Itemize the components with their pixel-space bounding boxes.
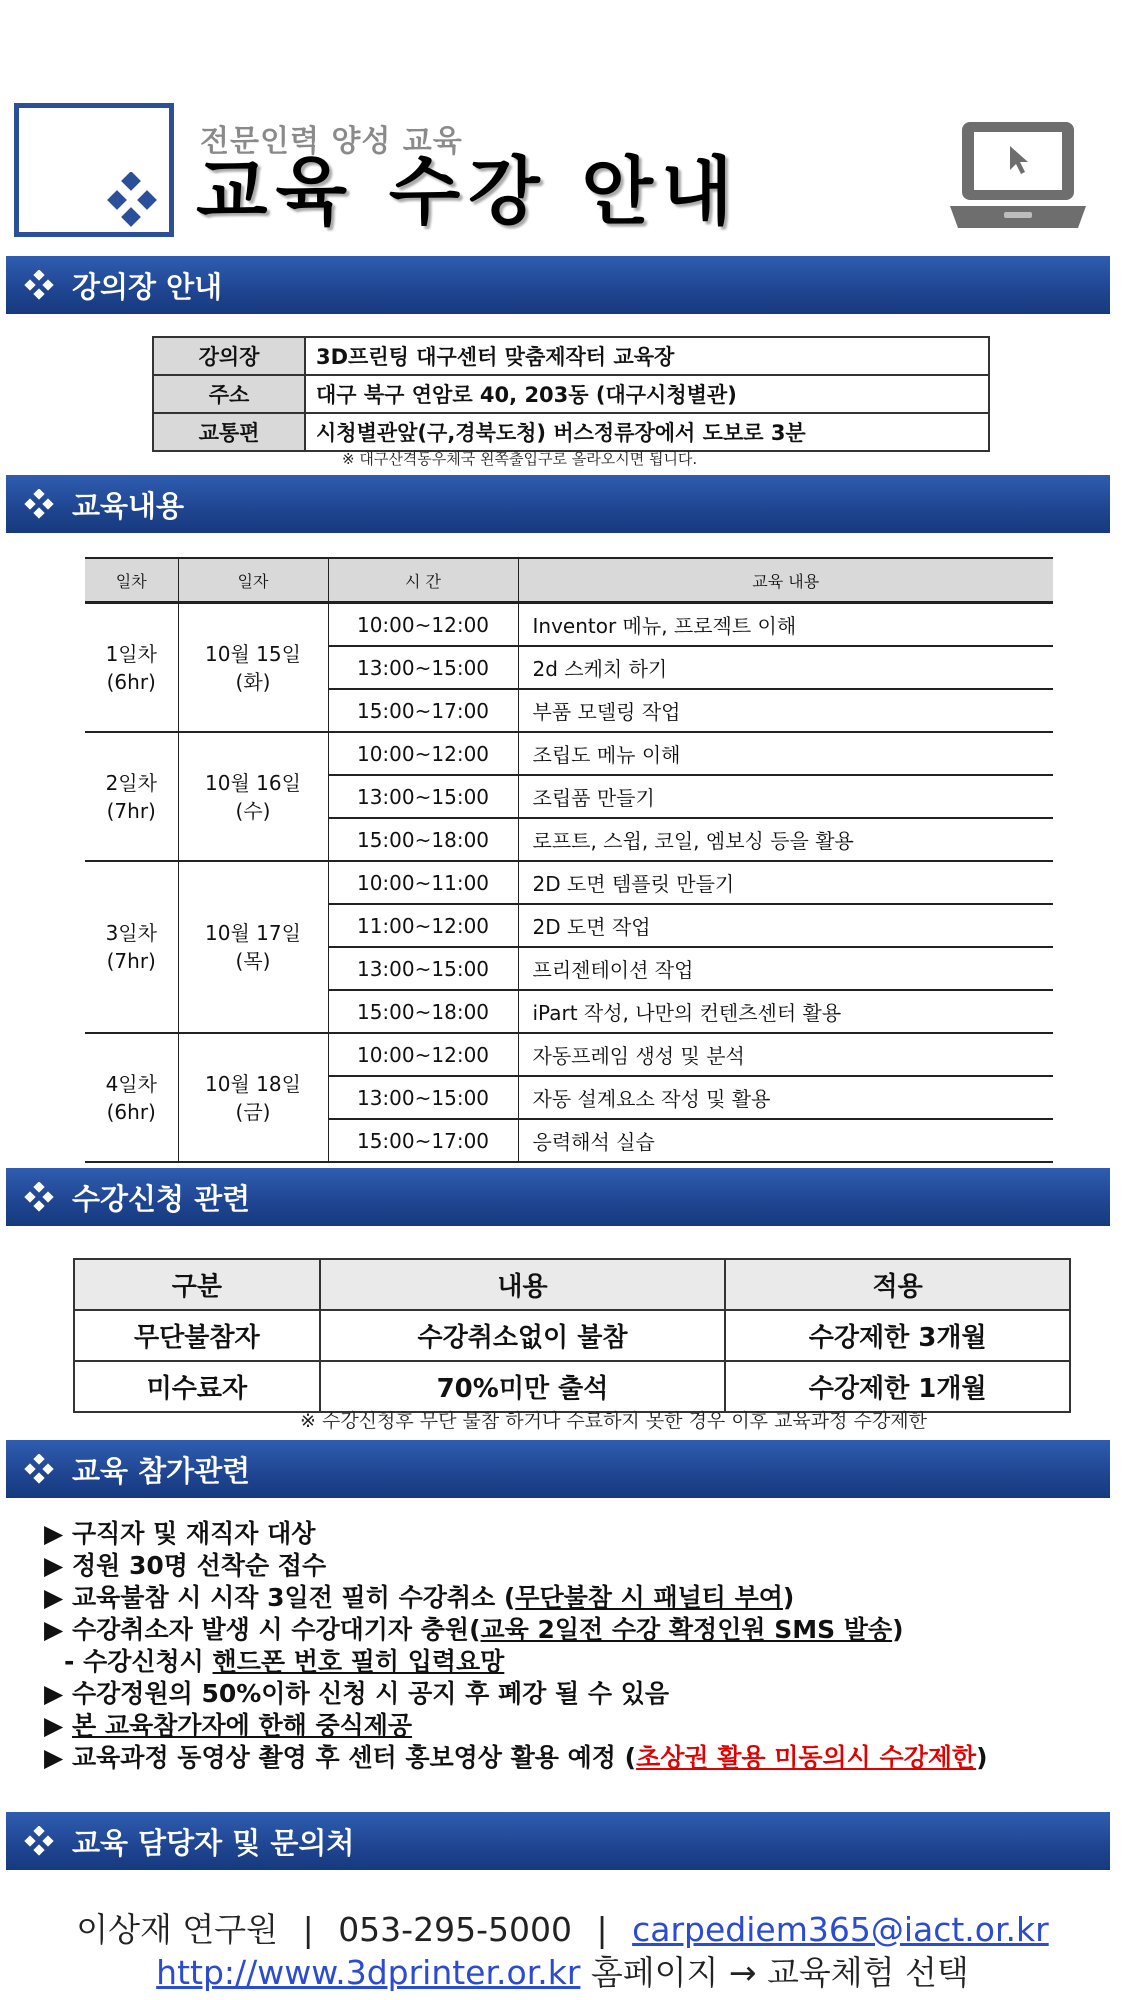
time-cell: 10:00~12:00: [328, 732, 518, 775]
day-label: 1일차: [105, 641, 157, 666]
day-cell: [85, 603, 178, 733]
item-text: 교육과정 동영상 촬영 후 센터 홍보영상 활용 예정 (: [72, 1743, 637, 1772]
table-row: [85, 1033, 1053, 1076]
day-cell: [85, 861, 178, 1033]
item-emphasis: 핸드폰 번호 필히 입력요망: [212, 1647, 505, 1676]
item-emphasis: 본 교육참가자에 한해 중식제공: [72, 1711, 413, 1740]
section-bar-lecture-hall: [6, 256, 1110, 314]
time-cell: 10:00~12:00: [328, 603, 518, 647]
homepage-guide: 홈페이지 → 교육체험 선택: [590, 1953, 969, 1992]
weekday-label: (목): [235, 949, 271, 973]
item-text: 교육불참 시 시작 3일전 필히 수강취소 (: [72, 1583, 516, 1612]
participation-list: [44, 1518, 1104, 1774]
column-header: 일자: [178, 558, 328, 603]
table-cell: 70%미만 출석: [320, 1361, 726, 1412]
list-item: [44, 1518, 1104, 1550]
item-text: 구직자 및 재직자 대상: [72, 1519, 316, 1548]
laptop-icon: [948, 120, 1088, 230]
date-label: 10월 15일: [205, 641, 301, 666]
item-warning: 초상권 활용 미동의시 수강제한: [636, 1743, 977, 1772]
item-text: - 수강신청시: [64, 1647, 213, 1676]
list-item: [44, 1678, 1104, 1710]
content-cell: 조립품 만들기: [518, 775, 1053, 818]
list-item: [44, 1582, 1104, 1614]
contact-phone: 053-295-5000: [338, 1910, 572, 1949]
triangle-right-icon: ▶: [44, 1583, 64, 1612]
date-cell: [178, 861, 328, 1033]
content-cell: 자동프레임 생성 및 분석: [518, 1033, 1053, 1076]
date-label: 10월 16일: [205, 770, 301, 795]
day-label: 4일차: [105, 1071, 157, 1096]
table-header-row: [85, 558, 1053, 603]
diamond-bullet-icon: [24, 1182, 54, 1212]
email-link[interactable]: carpediem365@iact.or.kr: [632, 1910, 1049, 1949]
content-cell: 조립도 메뉴 이해: [518, 732, 1053, 775]
separator: |: [596, 1910, 608, 1949]
homepage-link[interactable]: http://www.3dprinter.or.kr: [156, 1953, 581, 1992]
column-header: 내용: [320, 1259, 726, 1310]
list-item: [44, 1614, 1104, 1646]
column-header: 교육 내용: [518, 558, 1053, 603]
row-value: 대구 북구 연암로 40, 203동 (대구시청별관): [305, 375, 989, 413]
item-text: ): [892, 1615, 904, 1644]
row-value: 시청별관앞(구,경북도청) 버스정류장에서 도보로 3분: [305, 413, 989, 451]
section-bar-participation: [6, 1440, 1110, 1498]
contact-line: [0, 1910, 1125, 1950]
triangle-right-icon: ▶: [44, 1711, 64, 1740]
section-title: 교육내용: [72, 488, 185, 523]
triangle-right-icon: ▶: [44, 1615, 64, 1644]
section-bar-enrollment: [6, 1168, 1110, 1226]
content-cell: iPart 작성, 나만의 컨텐츠센터 활용: [518, 990, 1053, 1033]
list-item: [44, 1550, 1104, 1582]
diamond-bullet-icon: [24, 489, 54, 519]
table-cell: 수강제한 1개월: [725, 1361, 1070, 1412]
column-header: 일차: [85, 558, 178, 603]
triangle-right-icon: ▶: [44, 1679, 64, 1708]
date-cell: [178, 1033, 328, 1162]
list-item: [44, 1710, 1104, 1742]
content-cell: 프리젠테이션 작업: [518, 947, 1053, 990]
time-cell: 13:00~15:00: [328, 947, 518, 990]
enrollment-note: ※ 수강신청후 무단 불참 하거나 수료하지 못한 경우 이후 교육과정 수강제한: [300, 1410, 927, 1432]
section-bar-curriculum: [6, 475, 1110, 533]
date-cell: [178, 603, 328, 733]
row-label: 강의장: [153, 337, 305, 375]
triangle-right-icon: ▶: [44, 1519, 64, 1548]
item-text: ): [976, 1743, 988, 1772]
table-row: [153, 337, 989, 375]
table-row: [85, 732, 1053, 775]
time-cell: 15:00~18:00: [328, 990, 518, 1033]
table-row: [85, 603, 1053, 647]
day-cell: [85, 732, 178, 861]
row-label: 교통편: [153, 413, 305, 451]
lecture-info-table: [152, 336, 990, 452]
content-cell: 부품 모델링 작업: [518, 689, 1053, 732]
day-cell: [85, 1033, 178, 1162]
triangle-right-icon: ▶: [44, 1551, 64, 1580]
table-cell: 수강제한 3개월: [725, 1310, 1070, 1361]
time-cell: 15:00~17:00: [328, 1119, 518, 1162]
table-row: [153, 375, 989, 413]
date-cell: [178, 732, 328, 861]
content-cell: 자동 설계요소 작성 및 활용: [518, 1076, 1053, 1119]
column-header: 구분: [74, 1259, 320, 1310]
column-header: 시 간: [328, 558, 518, 603]
day-hours: (7hr): [106, 949, 156, 973]
date-label: 10월 18일: [205, 1071, 301, 1096]
section-title: 수강신청 관련: [72, 1181, 251, 1216]
time-cell: 11:00~12:00: [328, 904, 518, 947]
content-cell: 응력해석 실습: [518, 1119, 1053, 1162]
day-label: 2일차: [105, 770, 157, 795]
content-cell: 2D 도면 템플릿 만들기: [518, 861, 1053, 904]
schedule-table: [85, 557, 1053, 1163]
homepage-line: [0, 1953, 1125, 1993]
header-subtitle: 전문인력 양성 교육: [200, 124, 463, 159]
content-cell: 2d 스케치 하기: [518, 646, 1053, 689]
weekday-label: (화): [235, 669, 271, 694]
time-cell: 13:00~15:00: [328, 775, 518, 818]
row-label: 주소: [153, 375, 305, 413]
table-row: [85, 861, 1053, 904]
list-item: [44, 1646, 1104, 1678]
time-cell: 13:00~15:00: [328, 1076, 518, 1119]
content-cell: Inventor 메뉴, 프로젝트 이해: [518, 603, 1053, 647]
separator: |: [302, 1910, 314, 1949]
weekday-label: (수): [235, 798, 271, 823]
time-cell: 15:00~18:00: [328, 818, 518, 861]
day-hours: (7hr): [106, 798, 156, 823]
day-label: 3일차: [105, 921, 157, 945]
list-item: [44, 1742, 1104, 1774]
item-text: 수강정원의 50%이하 신청 시 공지 후 폐강 될 수 있음: [72, 1679, 670, 1708]
diamond-cluster-icon: [104, 172, 160, 228]
day-hours: (6hr): [106, 1099, 156, 1124]
weekday-label: (금): [235, 1099, 271, 1124]
time-cell: 10:00~11:00: [328, 861, 518, 904]
day-hours: (6hr): [106, 669, 156, 694]
contact-name: 이상재 연구원: [76, 1910, 279, 1949]
time-cell: 15:00~17:00: [328, 689, 518, 732]
section-bar-contact: [6, 1812, 1110, 1870]
table-row: [74, 1310, 1070, 1361]
diamond-bullet-icon: [24, 1454, 54, 1484]
content-cell: 2D 도면 작업: [518, 904, 1053, 947]
time-cell: 13:00~15:00: [328, 646, 518, 689]
table-row: [74, 1361, 1070, 1412]
triangle-right-icon: ▶: [44, 1743, 64, 1772]
diamond-bullet-icon: [24, 1826, 54, 1856]
table-header-row: [74, 1259, 1070, 1310]
table-cell: 수강취소없이 불참: [320, 1310, 726, 1361]
section-title: 교육 참가관련: [72, 1453, 251, 1488]
table-row: [153, 413, 989, 451]
section-title: 강의장 안내: [72, 269, 223, 304]
table-cell: 미수료자: [74, 1361, 320, 1412]
lecture-note: ※ 대구산격동우체국 왼쪽출입구로 올라오시면 됩니다.: [342, 450, 698, 468]
item-text: ): [782, 1583, 795, 1612]
time-cell: 10:00~12:00: [328, 1033, 518, 1076]
row-value: 3D프린팅 대구센터 맞춤제작터 교육장: [305, 337, 989, 375]
diamond-bullet-icon: [24, 270, 54, 300]
date-label: 10월 17일: [205, 921, 301, 945]
item-text: 정원 30명 선착순 접수: [72, 1551, 327, 1580]
column-header: 적용: [725, 1259, 1070, 1310]
table-cell: 무단불참자: [74, 1310, 320, 1361]
item-emphasis: 교육 2일전 수강 확정인원 SMS 발송: [480, 1615, 893, 1644]
item-emphasis: 무단불참 시 패널티 부여: [515, 1583, 783, 1612]
page-title: 교육 수강 안내: [196, 149, 741, 235]
section-title: 교육 담당자 및 문의처: [72, 1825, 355, 1860]
item-text: 수강취소자 발생 시 수강대기자 충원(: [72, 1615, 481, 1644]
content-cell: 로프트, 스윕, 코일, 엠보싱 등을 활용: [518, 818, 1053, 861]
enrollment-table: [73, 1258, 1071, 1413]
